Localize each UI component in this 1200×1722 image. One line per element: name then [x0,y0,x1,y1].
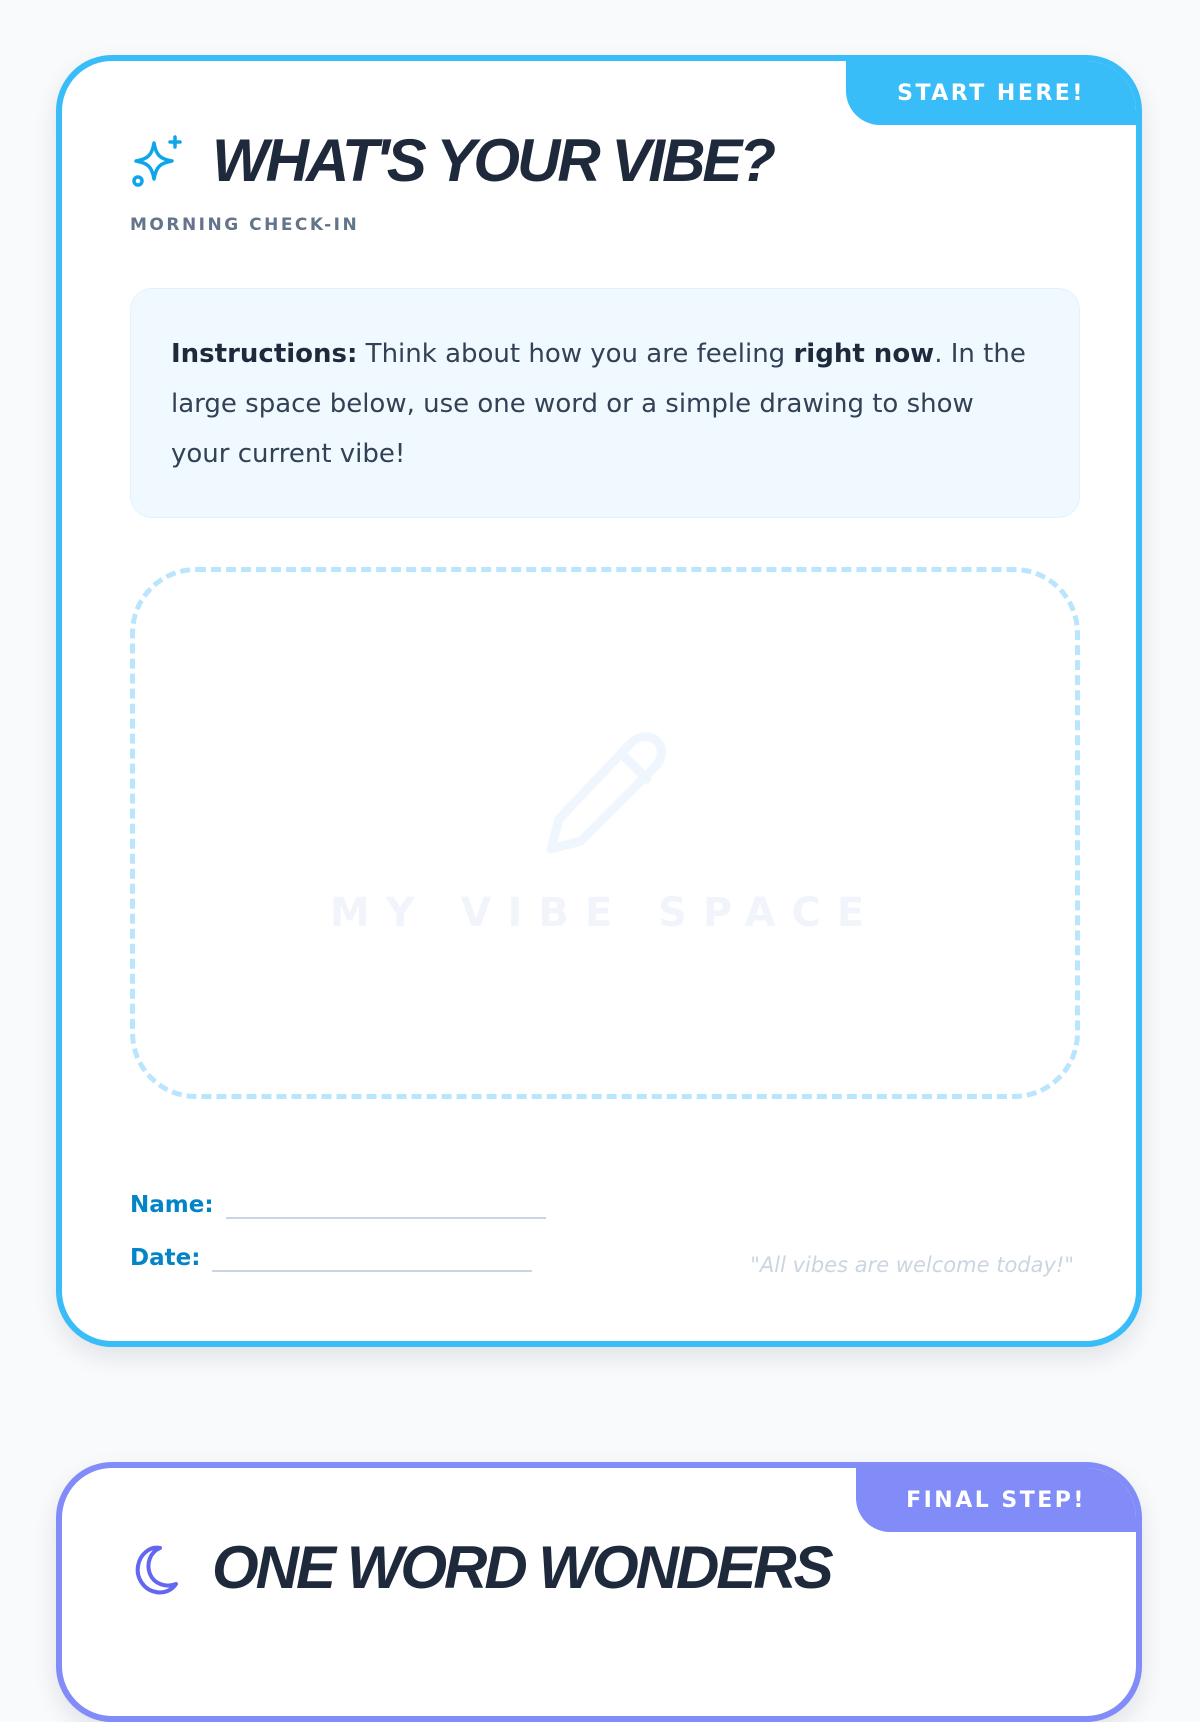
name-field [130,1191,546,1219]
start-here-tag: START HERE! [846,61,1136,125]
instructions-emphasis: right now [793,339,935,369]
title-row [130,1534,831,1601]
date-input-line[interactable] [212,1270,532,1272]
moon-icon [130,1540,186,1596]
final-step-tag: FINAL STEP! [856,1468,1136,1532]
instructions-text-2: . In the large space below, use one word or a simple drawing to show your current vibe! [171,339,1026,469]
instructions-text-1: Think about how you are feeling [357,339,794,369]
pencil-icon [535,727,675,867]
date-label: Date: [130,1245,201,1271]
vibe-drawing-area[interactable] [130,567,1080,1099]
card-title: WHAT'S YOUR VIBE? [212,127,774,194]
date-field [130,1244,532,1272]
name-label: Name: [130,1192,214,1218]
card-subtitle: MORNING CHECK-IN [130,215,360,235]
name-input-line[interactable] [226,1217,546,1219]
card-title: ONE WORD WONDERS [212,1534,831,1601]
vibe-space-label: MY VIBE SPACE [329,890,881,936]
encouragement-quote: "All vibes are welcome today!" [750,1253,1074,1277]
sparkles-icon [130,133,186,189]
instructions-label: Instructions: [171,339,358,369]
vibe-worksheet-card [56,55,1142,1347]
title-row [130,127,774,194]
one-word-wonders-card [56,1462,1142,1722]
instructions-box [130,288,1080,518]
